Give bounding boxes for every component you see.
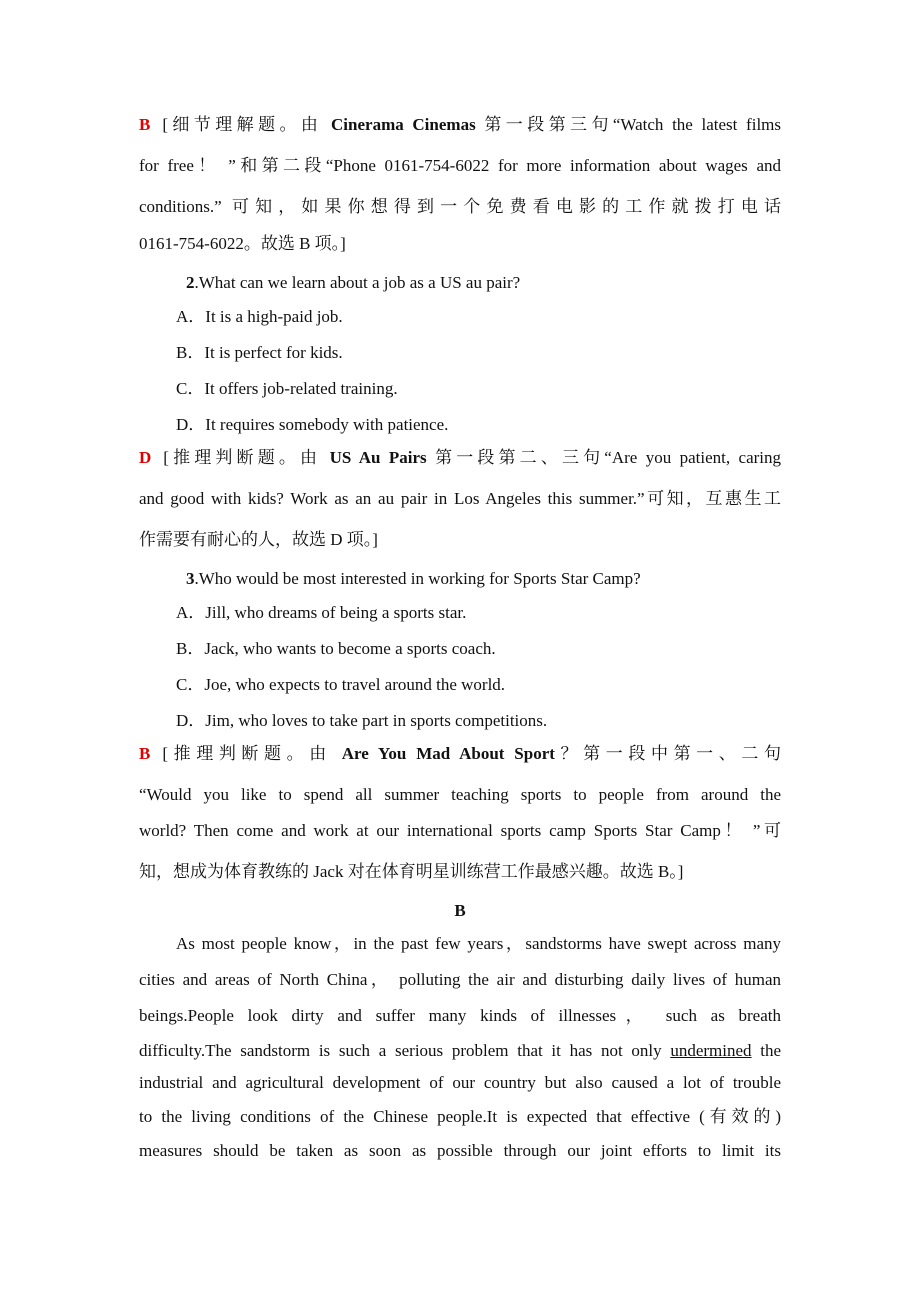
passage-title-ref: US Au Pairs <box>329 448 427 467</box>
passage-title-ref: Are You Mad About Sport <box>341 744 555 763</box>
q3-explanation-line-1: B [推理判断题。由 Are You Mad About Sport？第一段中第一、二句 <box>139 744 781 763</box>
passage-line-3: beings.People look dirty and suffer many kinds of illnesses， such as breath <box>139 1006 781 1025</box>
q2-explanation-line-2: and good with kids? Work as an au pair in Los Angeles this summer.”可知，互惠生工 <box>139 489 781 508</box>
q3-option-d: D．Jim, who loves to take part in sports competitions. <box>176 711 548 730</box>
passage-line-1: As most people know，in the past few years，sandstorms have swept across many <box>176 934 781 953</box>
q1-explanation-line-4: 0161-754-6022。故选 B 项。] <box>139 234 346 253</box>
q1-explanation-line-1: B [细节理解题。由 Cinerama Cinemas 第一段第三句“Watch the latest films <box>139 115 782 134</box>
q1-explanation-line-3: conditions.” 可知，如果你想得到一个免费看电影的工作就拨打电话 <box>139 197 781 216</box>
q1-answer: B <box>139 115 151 134</box>
passage-line-2: cities and areas of North China， polluting the air and disturbing daily lives of human <box>139 970 781 989</box>
q3-answer: B <box>139 744 151 763</box>
passage-line-4: difficulty.The sandstorm is such a serious problem that it has not only undermined the <box>139 1041 781 1060</box>
q3-option-a: A．Jill, who dreams of being a sports star. <box>176 603 467 622</box>
q2-option-a: A．It is a high‐paid job. <box>176 307 343 326</box>
q3-question: 3.Who would be most interested in working for Sports Star Camp? <box>186 569 641 588</box>
section-title: B <box>454 901 466 920</box>
q3-option-c: C．Joe, who expects to travel around the world. <box>176 675 506 694</box>
q3-explanation-line-2: “Would you like to spend all summer teaching sports to people from around the <box>139 785 781 804</box>
q2-answer: D <box>139 448 152 467</box>
q2-option-c: C．It offers job‐related training. <box>176 379 398 398</box>
q2-option-b: B．It is perfect for kids. <box>176 343 343 362</box>
underlined-word: undermined <box>670 1041 752 1060</box>
q3-option-b: B．Jack, who wants to become a sports coach. <box>176 639 496 658</box>
passage-title-ref: Cinerama Cinemas <box>331 115 476 134</box>
q3-number: 3 <box>186 569 195 588</box>
q3-explanation-line-4: 知，想成为体育教练的 Jack 对在体育明星训练营工作最感兴趣。故选 B。] <box>139 862 684 881</box>
passage-line-5: industrial and agricultural development of our country but also caused a lot of trouble <box>139 1073 781 1092</box>
q2-explanation-line-3: 作需要有耐心的人，故选 D 项。] <box>139 530 378 549</box>
q2-number: 2 <box>186 273 195 292</box>
q3-explanation-line-3: world? Then come and work at our international sports camp Sports Star Camp！ ”可 <box>139 821 781 840</box>
passage-line-7: measures should be taken as soon as possible through our joint efforts to limit its <box>139 1141 781 1160</box>
q2-option-d: D．It requires somebody with patience. <box>176 415 449 434</box>
q2-explanation-line-1: D [推理判断题。由 US Au Pairs 第一段第二、三句“Are you patient, caring <box>139 448 782 467</box>
q1-explanation-line-2: for free！ ”和第二段“Phone 0161-754-6022 for more information about wages and <box>139 156 781 175</box>
q2-question: 2.What can we learn about a job as a US au pair? <box>186 273 521 292</box>
passage-line-6: to the living conditions of the Chinese people.It is expected that effective (有效的) <box>139 1107 781 1126</box>
